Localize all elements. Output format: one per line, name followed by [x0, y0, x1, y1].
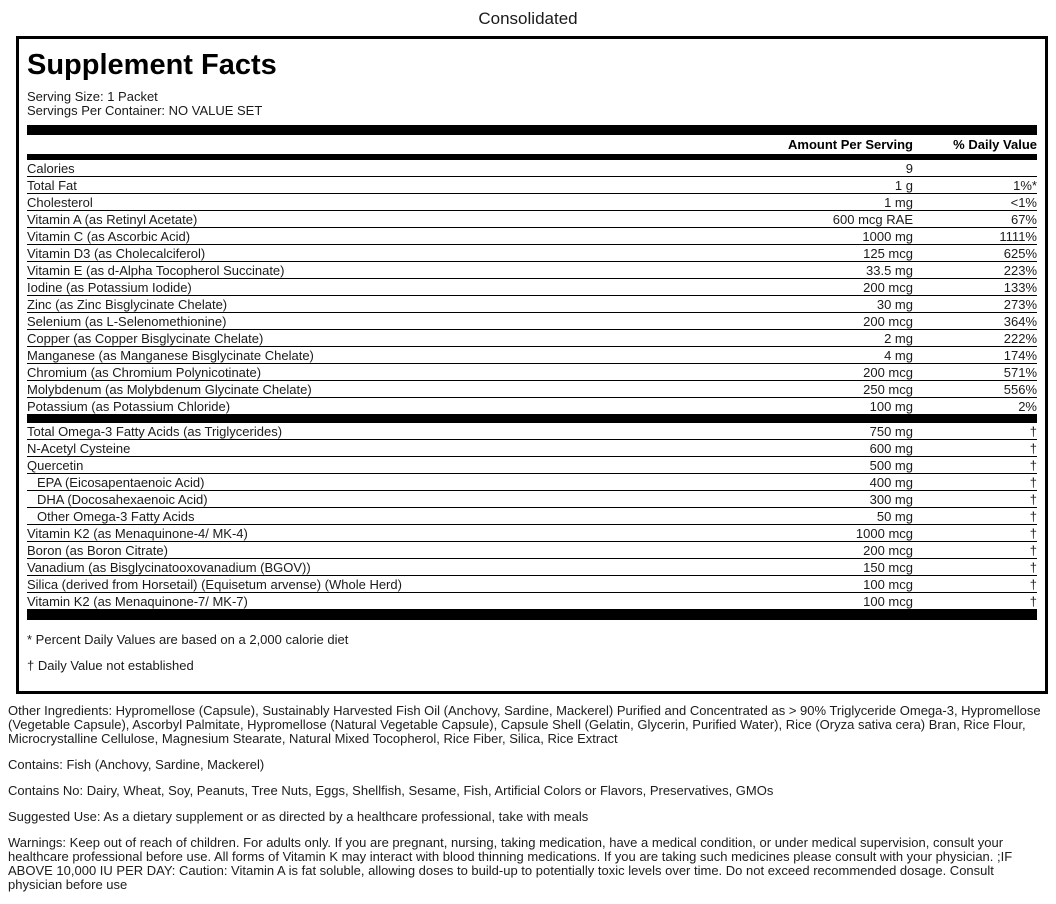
- nutrient-daily-value: †: [1029, 525, 1037, 541]
- nutrient-daily-value: 133%: [1003, 279, 1037, 295]
- nutrient-row: [27, 194, 1037, 211]
- nutrient-amount: 125 mcg: [863, 245, 913, 261]
- nutrient-name: Potassium (as Potassium Chloride): [27, 398, 231, 414]
- section-divider-bar: [27, 125, 1037, 135]
- column-header-amount: Amount Per Serving: [788, 137, 913, 152]
- contains-no-text: Contains No: Dairy, Wheat, Soy, Peanuts, Tree Nuts, Eggs, Shellfish, Sesame, Fish, Artificial Colors or Flavors, Preservatives, GMOs: [8, 783, 774, 798]
- nutrient-row: [27, 559, 1037, 576]
- section-divider-bar: [27, 415, 1037, 423]
- warnings-text: Warnings: Keep out of reach of children. For adults only. If you are pregnant, nursing, taking medication, have a medical condition, or under medical supervision, consult your healthcare professional before use. All forms of Vitamin K may interact with blood thinning medications. If you are taking such medicines please consult with your physician. ;IF ABOVE 10,000 IU PER DAY: Caution: Vitamin A is fat soluble, allowing doses to build-up to potentially toxic levels over time. Do not exceed recommended dosage. Consult physician before use: [8, 835, 1013, 892]
- nutrient-name: Silica (derived from Horsetail) (Equisetum arvense) (Whole Herd): [27, 576, 402, 592]
- nutrient-daily-value: †: [1029, 474, 1037, 490]
- nutrient-row: [27, 381, 1037, 398]
- nutrient-daily-value: 273%: [1003, 296, 1037, 312]
- nutrient-name: Manganese (as Manganese Bisglycinate Chelate): [27, 347, 314, 363]
- nutrient-table-main: [27, 160, 1037, 415]
- suggested-use-text: Suggested Use: As a dietary supplement or as directed by a healthcare professional, take with meals: [8, 809, 589, 824]
- nutrient-daily-value: 67%: [1010, 211, 1037, 227]
- nutrient-amount: 1 mg: [884, 194, 913, 210]
- nutrient-daily-value: †: [1029, 457, 1037, 473]
- other-ingredients-text: Other Ingredients: Hypromellose (Capsule), Sustainably Harvested Fish Oil (Anchovy, Sardine, Mackerel) Purified and Concentrated as > 90% Triglyceride Omega-3, Hypromellose (Vegetable Capsule), Ascorbyl Palmitate, Hypromellose (Natural Vegetable Capsule), Capsule Shell (Gelatin, Glycerin, Purified Water), Rice (Oryza sativa cera) Bran, Rice Flour, Microcrystalline Cellulose, Magnesium Stearate, Natural Mixed Tocopherol, Rice Fiber, Silica, Rice Extract: [8, 703, 1041, 746]
- servings-per-container: Servings Per Container: NO VALUE SET: [27, 103, 263, 118]
- nutrient-daily-value: 222%: [1003, 330, 1037, 346]
- nutrient-daily-value: <1%: [1010, 194, 1037, 210]
- nutrient-name: EPA (Eicosapentaenoic Acid): [37, 474, 205, 490]
- nutrient-amount: 150 mcg: [863, 559, 913, 575]
- nutrient-name: Iodine (as Potassium Iodide): [27, 279, 192, 295]
- nutrient-daily-value: 1%*: [1013, 177, 1037, 193]
- nutrient-name: DHA (Docosahexaenoic Acid): [37, 491, 208, 507]
- nutrient-daily-value: 2%: [1018, 398, 1037, 414]
- column-header-daily-value: % Daily Value: [953, 137, 1037, 152]
- nutrient-row: [27, 525, 1037, 542]
- nutrient-row: [27, 228, 1037, 245]
- nutrient-row: [27, 491, 1037, 508]
- nutrient-row: [27, 177, 1037, 194]
- nutrient-name: Vitamin A (as Retinyl Acetate): [27, 211, 198, 227]
- nutrient-amount: 200 mcg: [863, 364, 913, 380]
- nutrient-row: [27, 262, 1037, 279]
- nutrient-amount: 200 mcg: [863, 279, 913, 295]
- contains-text: Contains: Fish (Anchovy, Sardine, Mackerel): [8, 757, 265, 772]
- nutrient-amount: 9: [905, 160, 913, 176]
- nutrient-row: [27, 160, 1037, 177]
- nutrient-row: [27, 279, 1037, 296]
- nutrient-amount: 600 mg: [869, 440, 913, 456]
- nutrient-daily-value: †: [1029, 423, 1037, 439]
- nutrient-row: [27, 313, 1037, 330]
- nutrient-daily-value: 556%: [1003, 381, 1037, 397]
- nutrient-row: [27, 211, 1037, 228]
- nutrient-daily-value: †: [1029, 559, 1037, 575]
- nutrient-amount: 200 mcg: [863, 313, 913, 329]
- nutrient-row: [27, 508, 1037, 525]
- nutrient-daily-value: †: [1029, 542, 1037, 558]
- nutrient-name: Zinc (as Zinc Bisglycinate Chelate): [27, 296, 228, 312]
- nutrient-amount: 1000 mcg: [855, 525, 913, 541]
- nutrient-name: Boron (as Boron Citrate): [27, 542, 168, 558]
- serving-size: Serving Size: 1 Packet: [27, 89, 158, 104]
- nutrient-row: [27, 474, 1037, 491]
- nutrient-daily-value: †: [1029, 508, 1037, 524]
- nutrient-row: [27, 245, 1037, 262]
- nutrient-row: [27, 347, 1037, 364]
- nutrient-amount: 100 mcg: [863, 593, 913, 609]
- nutrient-amount: 500 mg: [869, 457, 913, 473]
- nutrient-amount: 100 mcg: [863, 576, 913, 592]
- nutrient-daily-value: †: [1029, 576, 1037, 592]
- nutrient-name: Copper (as Copper Bisglycinate Chelate): [27, 330, 264, 346]
- nutrient-row: [27, 593, 1037, 610]
- nutrient-name: Other Omega-3 Fatty Acids: [37, 508, 195, 524]
- nutrient-daily-value: 625%: [1003, 245, 1037, 261]
- nutrient-amount: 400 mg: [869, 474, 913, 490]
- label-paragraphs: [8, 704, 1046, 892]
- nutrient-row: [27, 576, 1037, 593]
- nutrient-name: Vitamin E (as d-Alpha Tocopherol Succinate): [27, 262, 285, 278]
- panel-title: Supplement Facts: [27, 49, 277, 81]
- nutrient-daily-value: 571%: [1003, 364, 1037, 380]
- nutrient-name: Vitamin K2 (as Menaquinone-7/ MK-7): [27, 593, 248, 609]
- nutrient-name: Vitamin D3 (as Cholecalciferol): [27, 245, 206, 261]
- nutrient-row: [27, 457, 1037, 474]
- footnotes: [27, 620, 1037, 673]
- nutrient-daily-value: 223%: [1003, 262, 1037, 278]
- nutrient-row: [27, 296, 1037, 313]
- nutrient-amount: 2 mg: [884, 330, 913, 346]
- supplement-facts-panel: [16, 36, 1048, 694]
- footnote-percent-dv: * Percent Daily Values are based on a 2,000 calorie diet: [27, 632, 349, 647]
- nutrient-amount: 1000 mg: [862, 228, 913, 244]
- nutrient-amount: 600 mcg RAE: [832, 211, 913, 227]
- page-title: Consolidated: [478, 9, 578, 28]
- nutrient-name: Molybdenum (as Molybdenum Glycinate Chelate): [27, 381, 312, 397]
- nutrient-name: Vitamin C (as Ascorbic Acid): [27, 228, 191, 244]
- nutrient-daily-value: †: [1029, 593, 1037, 609]
- nutrient-name: Chromium (as Chromium Polynicotinate): [27, 364, 262, 380]
- nutrient-daily-value: †: [1029, 440, 1037, 456]
- nutrient-row: [27, 330, 1037, 347]
- nutrient-amount: 50 mg: [876, 508, 913, 524]
- footnote-dv-not-established: † Daily Value not established: [27, 658, 194, 673]
- nutrient-daily-value: †: [1029, 491, 1037, 507]
- nutrient-name: Total Fat: [27, 177, 77, 193]
- nutrient-amount: 30 mg: [876, 296, 913, 312]
- nutrient-amount: 300 mg: [869, 491, 913, 507]
- table-header: [27, 135, 1037, 154]
- nutrient-row: [27, 398, 1037, 415]
- nutrient-daily-value: 1111%: [999, 228, 1037, 244]
- section-divider-bar: [27, 610, 1037, 620]
- nutrient-amount: 750 mg: [869, 423, 913, 439]
- nutrient-amount: 1 g: [894, 177, 913, 193]
- nutrient-name: Cholesterol: [27, 194, 93, 210]
- nutrient-row: [27, 542, 1037, 559]
- nutrient-amount: 4 mg: [884, 347, 913, 363]
- nutrient-amount: 250 mcg: [863, 381, 913, 397]
- nutrient-name: Quercetin: [27, 457, 84, 473]
- nutrient-amount: 33.5 mg: [866, 262, 913, 278]
- nutrient-daily-value: 174%: [1003, 347, 1037, 363]
- nutrient-table-other: [27, 423, 1037, 610]
- nutrient-name: Calories: [27, 160, 75, 176]
- nutrient-name: N-Acetyl Cysteine: [27, 440, 131, 456]
- nutrient-row: [27, 364, 1037, 381]
- nutrient-amount: 100 mg: [869, 398, 913, 414]
- nutrient-name: Vitamin K2 (as Menaquinone-4/ MK-4): [27, 525, 248, 541]
- nutrient-name: Selenium (as L-Selenomethionine): [27, 313, 227, 329]
- nutrient-amount: 200 mcg: [863, 542, 913, 558]
- nutrient-row: [27, 440, 1037, 457]
- nutrient-name: Vanadium (as Bisglycinatooxovanadium (BGOV)): [27, 559, 311, 575]
- nutrient-daily-value: 364%: [1003, 313, 1037, 329]
- nutrient-name: Total Omega-3 Fatty Acids (as Triglycerides): [27, 423, 283, 439]
- nutrient-row: [27, 423, 1037, 440]
